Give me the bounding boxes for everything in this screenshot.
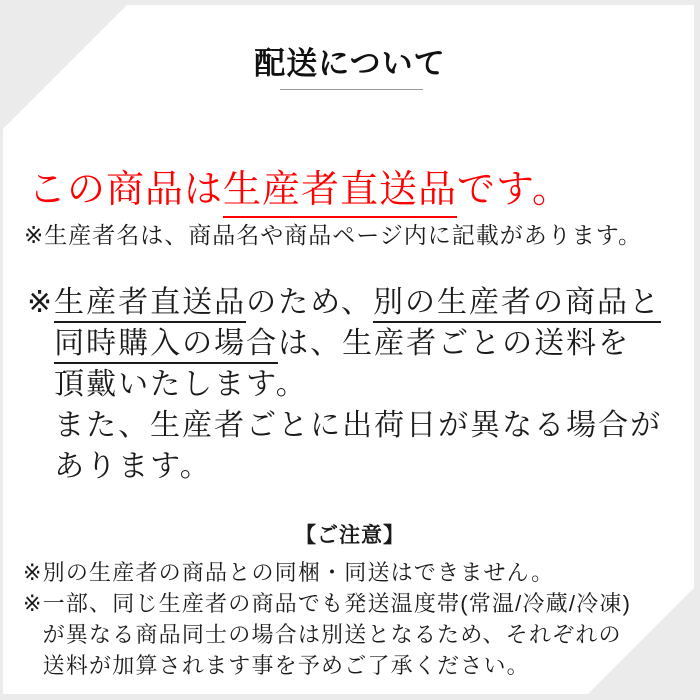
paragraph-line-5: あります。 [54, 450, 212, 483]
paragraph-body [54, 282, 662, 487]
caution-item-1-text: 別の生産者の商品との同梱・同送はできません。 [42, 560, 555, 585]
producer-name-note: ※生産者名は、商品名や商品ページ内に記載があります。 [24, 222, 642, 248]
caution-heading: 【ご注意】 [295, 524, 405, 547]
heading-underlined-phrase: 生産者直送品 [223, 169, 457, 218]
paragraph-line-4: また、生産者ごとに出荷日が異なる場合が [54, 409, 663, 442]
underlined-phrase: 同時購入の場合 [54, 327, 278, 364]
paragraph-line-3: 頂戴いたします。 [54, 368, 308, 401]
caution-item-2-line-1: 一部、同じ生産者の商品でも発送温度帯(常温/冷蔵/冷凍) [42, 591, 632, 616]
caution-item-2-line-3: 送料が加算されます事を予めご了承ください。 [42, 653, 530, 678]
heading-text-post: です。 [457, 169, 571, 211]
direct-shipping-heading [28, 158, 571, 213]
title-underline-rule [280, 89, 423, 90]
paragraph-line-1 [54, 282, 662, 323]
underlined-phrase: 生産者直送品 [54, 286, 246, 323]
plain-phrase: のため、 [246, 286, 373, 319]
note-marker: ※ [27, 286, 55, 319]
caution-item-1 [23, 557, 631, 588]
shipping-fee-paragraph [27, 282, 662, 487]
caution-list [23, 557, 631, 681]
page-title: 配送について [254, 46, 446, 81]
caution-item-2 [23, 588, 631, 681]
caution-item-2-line-2: が異なる商品同士の場合は別送となるため、それぞれの [42, 622, 622, 647]
heading-text-pre: この商品は [28, 169, 224, 211]
note-marker: ※ [23, 591, 43, 616]
caution-item-2-body [43, 588, 631, 681]
plain-phrase: は、生産者ごとの送料を [278, 327, 631, 360]
underlined-phrase: 別の生産者の商品と [373, 286, 661, 323]
paragraph-line-2 [54, 323, 662, 364]
note-marker: ※ [23, 560, 43, 585]
